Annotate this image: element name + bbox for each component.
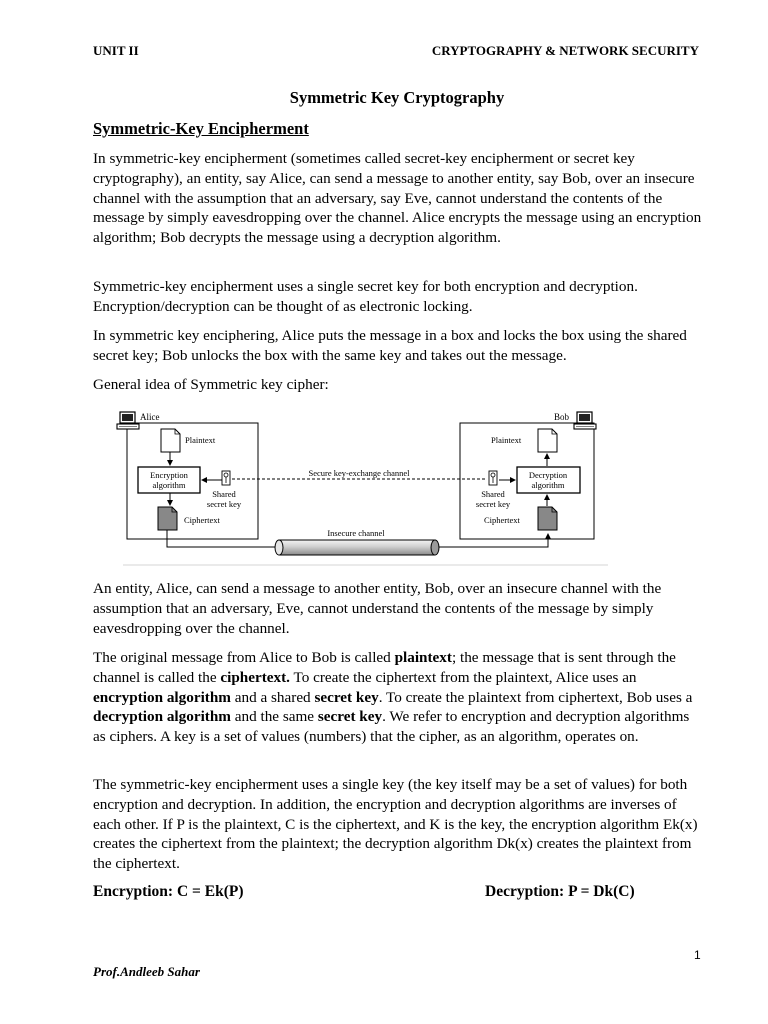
header-course: CRYPTOGRAPHY & NETWORK SECURITY — [431, 43, 699, 58]
decryption-label-1: Decryption — [528, 470, 568, 480]
term-secret-key: secret key — [314, 688, 379, 706]
paragraph-single-key-inverse — [93, 775, 705, 874]
term-encryption-algorithm: encryption algorithm — [93, 688, 231, 706]
key-icon — [489, 471, 497, 485]
secure-channel-label: Secure key-exchange channel — [308, 468, 410, 478]
paragraph-definitions — [93, 648, 705, 747]
term-decryption-algorithm: decryption algorithm — [93, 708, 231, 726]
paragraph-intro — [93, 149, 705, 248]
section-heading: Symmetric-Key Encipherment — [93, 119, 309, 138]
symmetric-cipher-diagram — [113, 408, 610, 566]
paragraph-box-analogy — [93, 326, 705, 366]
encryption-formula: Encryption: C = Ek(P) — [93, 883, 244, 900]
ciphertext-label-bob: Ciphertext — [484, 515, 520, 525]
paragraph-text: In symmetric-key encipherment (sometimes called secret-key encipherment or secret key cryptography), an entity, say Alice, can send a message to another entity, say Bob, over an insecure channel with the assumption that an adversary, say Eve, cannot understand the contents of the message by simply eavesdropping over the channel. Alice encrypts the message using an encryption algorithm; Bob decrypts the message using a decryption algorithm. — [93, 150, 702, 247]
shared-key-label-bob-2: secret key — [475, 499, 511, 509]
paragraph-text: Symmetric-key encipherment uses a single secret key for both encryption and decryption. Encryption/decryption can be thought of as electronic locking. — [93, 278, 638, 315]
plaintext-label-alice: Plaintext — [185, 435, 216, 445]
term-ciphertext: ciphertext. — [220, 668, 290, 686]
encryption-label-2: algorithm — [152, 480, 186, 490]
paragraph-diagram-caption — [93, 375, 705, 395]
text-run: . To create the plaintext from ciphertext, Bob uses a — [378, 688, 693, 706]
text-run: The original message from Alice to Bob is called — [93, 649, 395, 666]
paragraph-text: An entity, Alice, can send a message to another entity, Bob, over an insecure channel with the assumption that an adversary, Eve, cannot understand the contents of the message by simply eavesdropping over the channel. — [93, 580, 662, 637]
shared-key-label-alice-2: secret key — [206, 499, 242, 509]
shared-key-label-bob-1: Shared — [481, 489, 505, 499]
shared-key-label-alice-1: Shared — [212, 489, 236, 499]
author-footer: Prof.Andleeb Sahar — [93, 964, 200, 979]
channel-to-bob-line — [438, 534, 548, 547]
paragraph-text: In symmetric key enciphering, Alice puts the message in a box and locks the box using the shared secret key; Bob unlocks the box with the same key and takes out the message. — [93, 327, 687, 364]
paragraph-text: The symmetric-key encipherment uses a single key (the key itself may be a set of values) for both encryption and decryption. In addition, the encryption and decryption algorithms are inverses of each other. If P is the plaintext, C is the ciphertext, and K is the key, the encryption algorithm Ek(x) creates the ciphertext from the plaintext; the decryption algorithm Dk(x) creates the plaintext from the ciphertext. — [93, 776, 698, 873]
decryption-formula: Decryption: P = Dk(C) — [485, 883, 635, 900]
header-unit: UNIT II — [93, 43, 139, 58]
text-run: ; the message that is sent through the channel is called the — [93, 649, 676, 686]
paragraph-text — [93, 648, 705, 747]
ciphertext-document-icon — [538, 507, 557, 530]
text-run: and the same — [230, 708, 318, 726]
bob-computer-icon — [574, 412, 596, 429]
paragraph-single-key — [93, 277, 705, 317]
decryption-label-2: algorithm — [531, 480, 565, 490]
text-run: . We refer to encryption and decryption algorithms as ciphers. A key is a set of values (numbers) that the cipher, as an algorithm, operates on. — [93, 708, 690, 746]
plaintext-document-icon — [161, 429, 180, 452]
plaintext-label-bob: Plaintext — [491, 435, 522, 445]
term-plaintext: plaintext — [394, 649, 452, 666]
text-run: and a shared — [230, 688, 315, 706]
key-icon — [222, 471, 230, 485]
insecure-channel-label: Insecure channel — [327, 528, 385, 538]
bob-label: Bob — [554, 412, 570, 422]
insecure-channel-pipe — [275, 540, 439, 555]
ciphertext-document-icon — [158, 507, 177, 530]
encryption-label-1: Encryption — [150, 470, 188, 480]
paragraph-entity — [93, 579, 705, 638]
plaintext-document-icon — [538, 429, 557, 452]
page-title: Symmetric Key Cryptography — [289, 88, 505, 107]
alice-computer-icon — [117, 412, 139, 429]
term-secret-key: secret key — [317, 708, 383, 726]
page-number: 1 — [694, 948, 701, 962]
ciphertext-label-alice: Ciphertext — [184, 515, 220, 525]
paragraph-text: General idea of Symmetric key cipher: — [93, 376, 329, 393]
text-run: To create the ciphertext from the plaintext, Alice uses an — [289, 668, 637, 686]
alice-label: Alice — [140, 412, 160, 422]
